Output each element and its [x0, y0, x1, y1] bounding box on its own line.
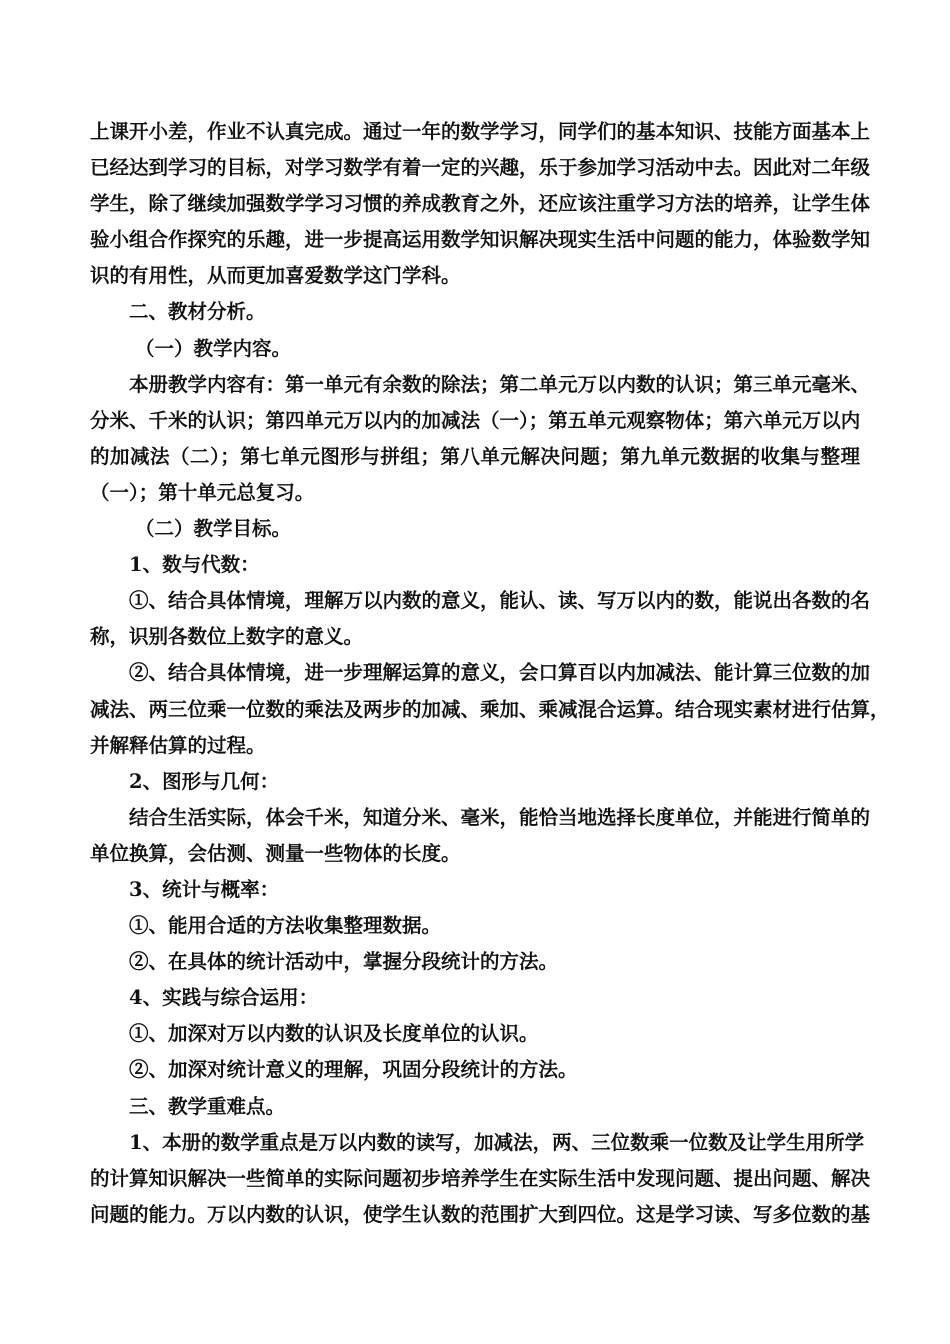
paragraph-line: 问题的能力。万以内数的认识，使学生认数的范围扩大到四位。这是学习读、写多位数的基: [90, 1202, 871, 1226]
document-page: [90, 114, 890, 1233]
paragraph-line: 分米、千米的认识；第四单元万以内的加减法（一）；第五单元观察物体；第六单元万以内: [90, 408, 861, 432]
paragraph-line: 识的有用性，从而更加喜爱数学这门学科。: [90, 264, 461, 288]
list-item-line: ①、能用合适的方法收集整理数据。: [129, 914, 442, 938]
paragraph-line: 验小组合作探究的乐趣，进一步提高运用数学知识解决现实生活中问题的能力，体验数学知: [90, 228, 871, 252]
paragraph-line: （一）；第十单元总复习。: [90, 480, 315, 504]
subsection-heading: （一）教学内容。: [135, 336, 292, 360]
list-heading: 3、统计与概率：: [129, 877, 280, 901]
list-item-line: ②、加深对统计意义的理解，巩固分段统计的方法。: [129, 1058, 578, 1082]
paragraph-line: 上课开小差，作业不认真完成。通过一年的数学学习，同学们的基本知识、技能方面基本上: [90, 120, 871, 143]
paragraph-line: 已经达到学习的目标，对学习数学有着一定的兴趣，乐于参加学习活动中去。因此对二年级: [90, 156, 871, 180]
list-item-line: ①、结合具体情境，理解万以内数的意义，能认、读、写万以内的数，能说出各数的名: [129, 589, 871, 613]
paragraph-line: 学生，除了继续加强数学学习习惯的养成教育之外，还应该注重学习方法的培养，让学生体: [90, 192, 871, 216]
list-heading: 4、实践与综合运用：: [129, 986, 319, 1010]
paragraph-line: 的加减法（二）；第七单元图形与拼组；第八单元解决问题；第九单元数据的收集与整理: [90, 444, 860, 468]
section-heading: 三、教学重难点。: [129, 1094, 286, 1118]
list-heading: 2、图形与几何：: [129, 769, 280, 793]
list-item-line: 并解释估算的过程。: [90, 733, 266, 757]
subsection-heading: （二）教学目标。: [135, 517, 292, 541]
paragraph-line: 的计算知识解决一些简单的实际问题初步培养学生在实际生活中发现问题、提出问题、解决: [90, 1166, 871, 1190]
list-item-line: ②、结合具体情境，进一步理解运算的意义，会口算百以内加减法、能计算三位数的加: [129, 661, 871, 685]
list-item-line: 减法、两三位乘一位数的乘法及两步的加减、乘加、乘减混合运算。结合现实素材进行估算，: [90, 697, 890, 721]
paragraph-line: 本册教学内容有：第一单元有余数的除法；第二单元万以内数的认识；第三单元毫米、: [129, 372, 871, 396]
paragraph-line: 单位换算，会估测、测量一些物体的长度。: [90, 841, 461, 865]
paragraph-line: 1、本册的数学重点是万以内数的读写，加减法，两、三位数乘一位数及让学生用所学: [129, 1130, 865, 1154]
section-heading: 二、教材分析。: [129, 300, 266, 324]
list-item-line: 称，识别各数位上数字的意义。: [90, 625, 364, 649]
paragraph-line: 结合生活实际，体会千米，知道分米、毫米，能恰当地选择长度单位，并能进行简单的: [129, 805, 871, 829]
list-heading: 1、数与代数：: [129, 553, 260, 577]
list-item-line: ②、在具体的统计活动中，掌握分段统计的方法。: [129, 950, 559, 974]
list-item-line: ①、加深对万以内数的认识及长度单位的认识。: [129, 1022, 539, 1046]
